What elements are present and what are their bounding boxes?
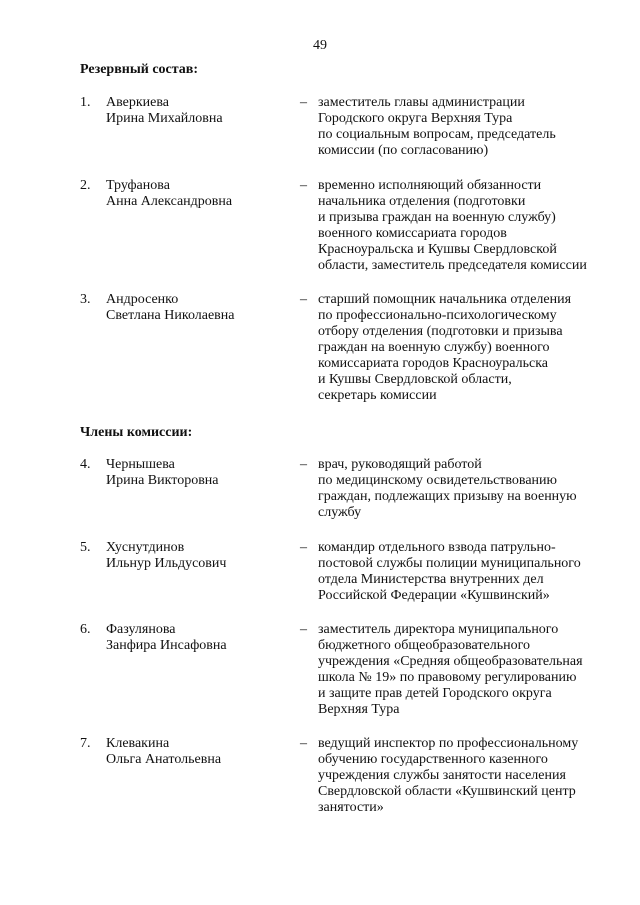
- member-role: [318, 622, 618, 718]
- role-line: граждан, подлежащих призыву на военную: [318, 489, 577, 504]
- role-line: и Кушвы Свердловской области,: [318, 372, 512, 387]
- role-line: и призыва граждан на военную службу): [318, 210, 556, 225]
- role-line: учреждения «Средняя общеобразовательная: [318, 654, 583, 669]
- member-role: [318, 292, 618, 404]
- member-role: [318, 457, 618, 521]
- item-number: 3.: [80, 292, 91, 307]
- role-line: по социальным вопросам, председатель: [318, 127, 556, 142]
- surname: Хуснутдинов: [106, 540, 185, 555]
- role-line: врач, руководящий работой: [318, 457, 482, 472]
- given-names: Анна Александровна: [106, 194, 233, 209]
- role-line: комиссариата городов Красноуральска: [318, 356, 549, 371]
- role-line: начальника отделения (подготовки: [318, 194, 526, 209]
- dash: –: [300, 736, 307, 751]
- role-line: постовой службы полиции муниципального: [318, 556, 581, 571]
- item-number: 4.: [80, 457, 91, 472]
- role-line: учреждения службы занятости населения: [318, 768, 566, 783]
- surname: Чернышева: [106, 457, 175, 472]
- role-line: занятости»: [318, 800, 384, 815]
- list-item: [80, 622, 620, 742]
- item-number: 5.: [80, 540, 91, 555]
- given-names: Ирина Михайловна: [106, 111, 223, 126]
- member-role: [318, 736, 618, 816]
- member-name: [106, 95, 296, 127]
- role-line: старший помощник начальника отделения: [318, 292, 572, 307]
- role-line: службу: [318, 505, 362, 520]
- member-name: [106, 178, 296, 210]
- dash: –: [300, 540, 307, 555]
- role-line: заместитель главы администрации: [318, 95, 525, 110]
- member-role: [318, 95, 618, 159]
- list-item: [80, 178, 620, 298]
- role-line: Российской Федерации «Кушвинский»: [318, 588, 550, 603]
- member-name: [106, 540, 296, 572]
- role-line: Городского округа Верхняя Тура: [318, 111, 513, 126]
- reserve-heading: Резервный состав:: [80, 62, 199, 77]
- role-line: ведущий инспектор по профессиональному: [318, 736, 579, 751]
- surname: Аверкиева: [106, 95, 169, 110]
- role-line: обучению государственного казенного: [318, 752, 548, 767]
- role-line: комиссии (по согласованию): [318, 143, 489, 158]
- item-number: 1.: [80, 95, 91, 110]
- role-line: отбору отделения (подготовки и призыва: [318, 324, 563, 339]
- role-line: временно исполняющий обязанности: [318, 178, 542, 193]
- role-line: Красноуральска и Кушвы Свердловской: [318, 242, 557, 257]
- page-number: 49: [313, 38, 327, 53]
- item-number: 2.: [80, 178, 91, 193]
- role-line: бюджетного общеобразовательного: [318, 638, 530, 653]
- role-line: заместитель директора муниципального: [318, 622, 559, 637]
- role-line: Свердловской области «Кушвинский центр: [318, 784, 576, 799]
- given-names: Ильнур Ильдусович: [106, 556, 227, 571]
- role-line: и защите прав детей Городского округа: [318, 686, 552, 701]
- role-line: отдела Министерства внутренних дел: [318, 572, 544, 587]
- item-number: 7.: [80, 736, 91, 751]
- dash: –: [300, 292, 307, 307]
- list-item: [80, 292, 620, 412]
- member-role: [318, 178, 618, 274]
- surname: Труфанова: [106, 178, 170, 193]
- given-names: Ольга Анатольевна: [106, 752, 222, 767]
- role-line: по профессионально-психологическому: [318, 308, 557, 323]
- member-name: [106, 292, 296, 324]
- role-line: области, заместитель председателя комиссии: [318, 258, 587, 273]
- list-item: [80, 736, 620, 856]
- item-number: 6.: [80, 622, 91, 637]
- members-heading: Члены комиссии:: [80, 425, 193, 440]
- role-line: Верхняя Тура: [318, 702, 400, 717]
- member-name: [106, 736, 296, 768]
- dash: –: [300, 95, 307, 110]
- surname: Фазулянова: [106, 622, 176, 637]
- role-line: командир отдельного взвода патрульно-: [318, 540, 556, 555]
- member-name: [106, 457, 296, 489]
- surname: Андросенко: [106, 292, 179, 307]
- dash: –: [300, 178, 307, 193]
- member-name: [106, 622, 296, 654]
- dash: –: [300, 457, 307, 472]
- role-line: секретарь комиссии: [318, 388, 437, 403]
- dash: –: [300, 622, 307, 637]
- given-names: Светлана Николаевна: [106, 308, 235, 323]
- role-line: школа № 19» по правовому регулированию: [318, 670, 577, 685]
- surname: Клевакина: [106, 736, 170, 751]
- member-role: [318, 540, 618, 604]
- given-names: Ирина Викторовна: [106, 473, 219, 488]
- role-line: граждан на военную службу) военного: [318, 340, 550, 355]
- role-line: военного комиссариата городов: [318, 226, 507, 241]
- given-names: Занфира Инсафовна: [106, 638, 227, 653]
- role-line: по медицинскому освидетельствованию: [318, 473, 558, 488]
